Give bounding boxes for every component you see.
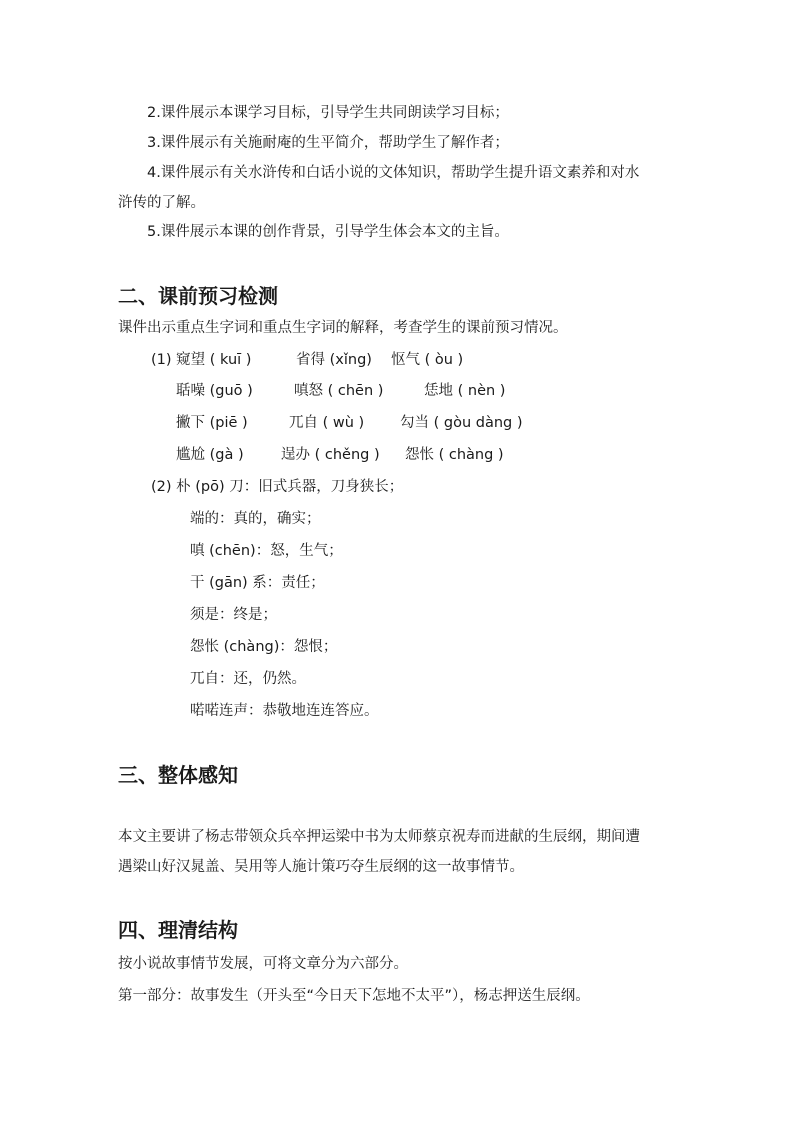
pinyin-word: 恁地 ( nèn ) (424, 383, 506, 399)
list-item-4-line1: 4.课件展示有关水浒传和白话小说的文体知识，帮助学生提升语文素养和对水 (147, 165, 640, 181)
pinyin-word: 怨怅 ( chàng ) (405, 447, 504, 463)
definition-item: 怨怅 (chàng)：怨恨； (190, 639, 338, 655)
section-heading-structure: 四、理清结构 (118, 918, 238, 942)
list-item-4-line2: 浒传的了解。 (118, 195, 205, 211)
pinyin-word: 尴尬 (gà ) (176, 447, 244, 463)
pinyin-word: (1) 窥望 ( kuī ) (151, 352, 252, 368)
definition-item: 干 (gān) 系：责任； (190, 575, 325, 591)
definition-item: 须是：终是； (190, 607, 277, 623)
definition-item: 喏喏连声：恭敬地连连答应。 (190, 703, 379, 719)
section-heading-overall-perception: 三、整体感知 (118, 763, 238, 787)
definition-item: 嗔 (chēn)：怒，生气； (190, 543, 343, 559)
section-heading-preview-check: 二、课前预习检测 (118, 284, 278, 308)
pinyin-word: 逞办 ( chěng ) (281, 447, 380, 463)
pinyin-word: 省得 (xǐng) (296, 352, 372, 368)
pinyin-word: 撇下 (piē ) (176, 415, 248, 431)
pinyin-word: 嗔怒 ( chēn ) (294, 383, 384, 399)
section-intro: 课件出示重点生字词和重点生字词的解释，考查学生的课前预习情况。 (118, 320, 568, 336)
definition-item: 兀自：还，仍然。 (190, 671, 306, 687)
definition-item: 端的：真的，确实； (190, 511, 321, 527)
pinyin-word: 怄气 ( òu ) (391, 352, 464, 368)
pinyin-row (176, 445, 504, 465)
pinyin-row (151, 350, 463, 370)
pinyin-word: 勾当 ( gòu dàng ) (400, 415, 523, 431)
structure-intro: 按小说故事情节发展，可将文章分为六部分。 (118, 956, 408, 972)
summary-paragraph-line2: 遇梁山好汉晁盖、吴用等人施计策巧夺生辰纲的这一故事情节。 (118, 859, 524, 875)
list-item-3: 3.课件展示有关施耐庵的生平简介，帮助学生了解作者； (147, 135, 509, 151)
list-item-2: 2.课件展示本课学习目标，引导学生共同朗读学习目标； (147, 105, 509, 121)
pinyin-row (176, 413, 523, 433)
summary-paragraph-line1: 本文主要讲了杨志带领众兵卒押运梁中书为太师蔡京祝寿而进献的生辰纲，期间遭 (118, 829, 640, 845)
list-item-5: 5.课件展示本课的创作背景，引导学生体会本文的主旨。 (147, 224, 509, 240)
definition-item: (2) 朴 (pō) 刀：旧式兵器，刀身狭长； (151, 479, 404, 495)
pinyin-row (176, 381, 505, 401)
pinyin-word: 兀自 ( wù ) (289, 415, 365, 431)
structure-part-one: 第一部分：故事发生（开头至“今日天下怎地不太平”），杨志押送生辰纲。 (118, 988, 590, 1004)
pinyin-word: 聒噪 (guō ) (176, 383, 253, 399)
